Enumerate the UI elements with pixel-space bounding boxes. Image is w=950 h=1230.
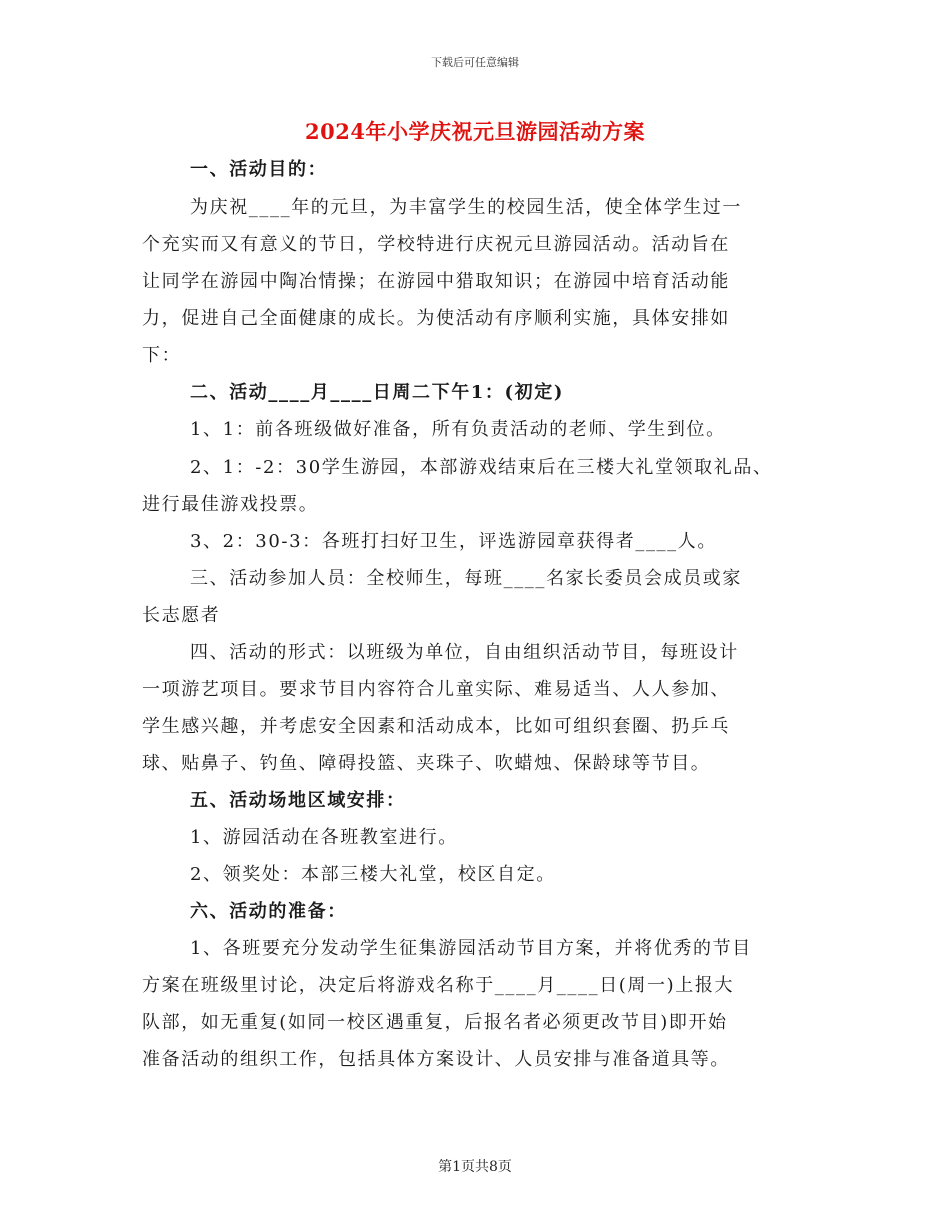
heading-venue: 五、活动场地区域安排： [190, 790, 406, 811]
paragraph-line: 一项游艺项目。要求节目内容符合儿童实际、难易适当、人人参加、 [142, 679, 730, 700]
paragraph-line: 3、2：30-3：各班打扫好卫生，评选游园章获得者____人。 [190, 531, 717, 552]
paragraph-line: 1、游园活动在各班教室进行。 [190, 827, 458, 848]
paragraph-line: 学生感兴趣，并考虑安全因素和活动成本，比如可组织套圈、扔乒乓 [142, 716, 730, 737]
heading-purpose: 一、活动目的： [190, 159, 328, 180]
paragraph-line: 准备活动的组织工作，包括具体方案设计、人员安排与准备道具等。 [142, 1049, 730, 1070]
paragraph-line: 方案在班级里讨论，决定后将游戏名称于____月____日(周一)上报大 [142, 975, 735, 996]
paragraph-line: 为庆祝____年的元旦，为丰富学生的校园生活，使全体学生过一 [190, 197, 742, 218]
paragraph-line: 1、各班要充分发动学生征集游园活动节目方案，并将优秀的节目 [190, 938, 752, 959]
header-note: 下载后可任意编辑 [431, 56, 519, 69]
heading-schedule: 二、活动____月____日周二下午1：(初定) [190, 382, 564, 403]
heading-preparation: 六、活动的准备： [190, 901, 347, 922]
page-number-footer: 第1页共8页 [438, 1159, 512, 1175]
heading-participants: 三、活动参加人员：全校师生，每班____名家长委员会成员或家 [190, 568, 742, 589]
paragraph-line: 进行最佳游戏投票。 [142, 494, 319, 515]
paragraph-line: 队部，如无重复(如同一校区遇重复，后报名者必须更改节目)即开始 [142, 1012, 728, 1033]
paragraph-line: 球、贴鼻子、钓鱼、障碍投篮、夹珠子、吹蜡烛、保龄球等节目。 [142, 753, 711, 774]
paragraph-line: 长志愿者 [142, 605, 221, 626]
heading-format: 四、活动的形式：以班级为单位，自由组织活动节目，每班设计 [190, 642, 739, 663]
paragraph-line: 个充实而又有意义的节日，学校特进行庆祝元旦游园活动。活动旨在 [142, 234, 730, 255]
paragraph-line: 力，促进自己全面健康的成长。为使活动有序顺利实施，具体安排如 [142, 308, 730, 329]
paragraph-line: 下： [142, 345, 182, 366]
paragraph-line: 2、1：-2：30学生游园，本部游戏结束后在三楼大礼堂领取礼品、 [190, 457, 773, 478]
paragraph-line: 1、1：前各班级做好准备，所有负责活动的老师、学生到位。 [190, 419, 726, 440]
paragraph-line: 2、领奖处：本部三楼大礼堂，校区自定。 [190, 864, 556, 885]
paragraph-line: 让同学在游园中陶冶情操；在游园中猎取知识；在游园中培育活动能 [142, 271, 730, 292]
document-title: 2024年小学庆祝元旦游园活动方案 [305, 119, 645, 144]
